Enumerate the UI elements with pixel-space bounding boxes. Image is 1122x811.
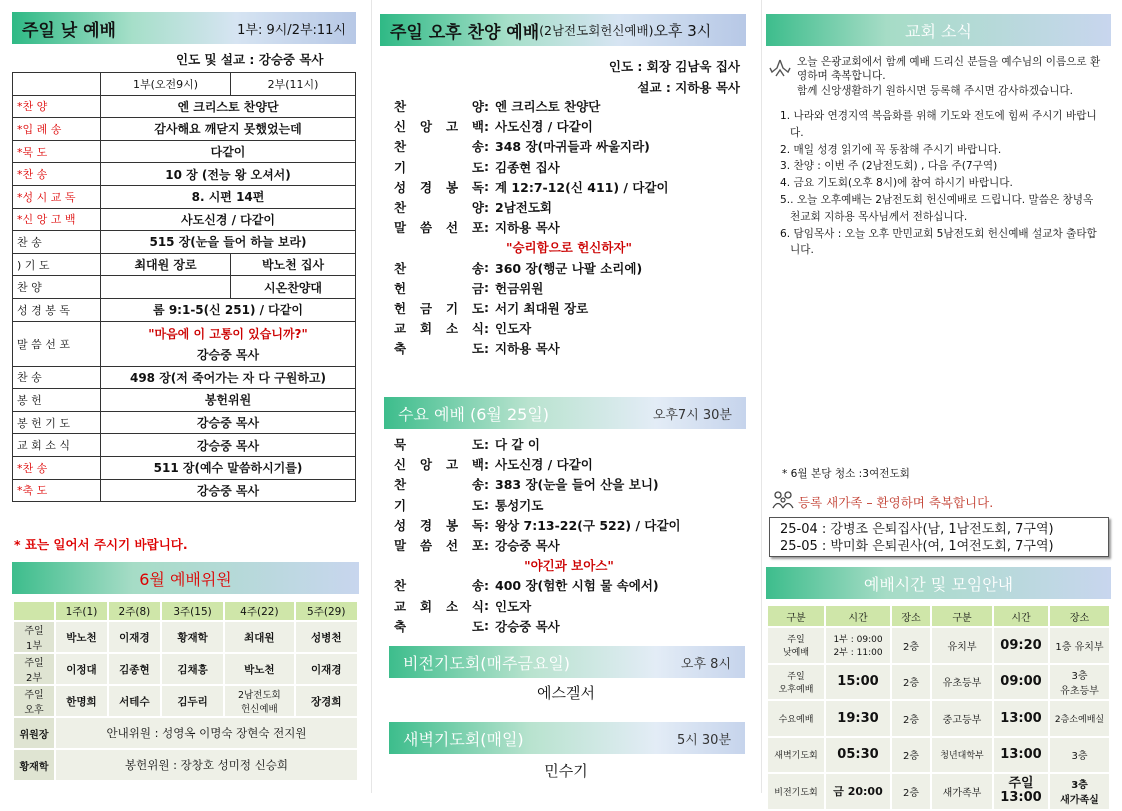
order-value: 사도신경 / 다같이	[495, 119, 593, 135]
colon: :	[484, 280, 489, 296]
row-value: 다같이	[101, 140, 356, 163]
roster-row	[13, 621, 358, 653]
order-label: 찬 양	[394, 200, 484, 216]
roster-cell: 2남전도회 헌신예배	[224, 685, 294, 717]
order-value: 다 같 이	[495, 437, 540, 453]
order-label: 찬 송	[394, 260, 484, 276]
col-1bu: 1부(오전9시)	[101, 73, 231, 96]
order-label: 찬 송	[394, 578, 484, 594]
afternoon-leader: 인도 : 회장 김남욱 집사	[608, 59, 740, 74]
afternoon-service-subtitle: (2남전도회헌신예배)	[539, 23, 654, 38]
order-label: 교 회 소 식	[394, 321, 484, 337]
roster-label: 황재학	[13, 749, 55, 781]
order-value: 2남전도회	[495, 200, 552, 216]
row-value: 강승중 목사	[101, 479, 356, 502]
schedule-cell: 2층	[891, 627, 931, 664]
news-list	[780, 108, 1100, 259]
cleaning-duty: * 6월 본당 청소 :3여전도회	[782, 468, 910, 480]
row-label: *신 앙 고 백	[13, 208, 101, 231]
table-row	[13, 298, 356, 321]
order-value: 사도신경 / 다같이	[495, 457, 593, 473]
order-value: 인도자	[495, 321, 532, 337]
schedule-head: 장소	[891, 605, 931, 627]
roster-row	[13, 685, 358, 717]
order-row	[394, 454, 744, 474]
schedule-header	[766, 567, 1111, 599]
vision-prayer-title: 비전기도회(매주금요일)	[403, 653, 571, 673]
colon: :	[484, 159, 489, 175]
order-row	[394, 535, 744, 555]
order-value: 지하용 목사	[495, 220, 560, 236]
news-item: 4. 금요 기도회(오후 8시)에 참여 하시기 바랍니다.	[780, 177, 1013, 190]
table-row	[13, 185, 356, 208]
schedule-head: 구분	[767, 605, 825, 627]
wednesday-time: 오후7시 30분	[652, 407, 732, 423]
order-value: 인도자	[495, 598, 532, 614]
guide-committee: 안내위원 : 성영옥 이명숙 장현숙 전지원	[55, 717, 358, 749]
afternoon-order	[394, 96, 744, 358]
row-value	[101, 321, 356, 366]
order-row	[394, 116, 744, 136]
schedule-cell: 2층	[891, 773, 931, 810]
row-label: *입 례 송	[13, 118, 101, 141]
colon: :	[484, 320, 489, 336]
col-2bu: 2부(11시)	[231, 73, 356, 96]
order-value: 360 장(행군 나팔 소리에)	[495, 260, 643, 276]
colon: :	[484, 598, 489, 614]
order-row	[394, 278, 744, 298]
colon: :	[484, 497, 489, 513]
roster-head: 3주(15)	[161, 601, 224, 621]
row-value: 엔 크리스토 찬양단	[101, 95, 356, 118]
schedule-row	[767, 664, 1110, 701]
praying-hands-icon	[768, 58, 792, 78]
row-label: *찬 양	[13, 95, 101, 118]
roster-cell: 박노천	[224, 653, 294, 685]
schedule-cell: 새가족부	[931, 773, 993, 810]
roster-cell: 이재경	[108, 621, 161, 653]
row-value: 8. 시편 14편	[101, 185, 356, 208]
order-label: 신 앙 고 백	[394, 119, 484, 135]
standing-note: * 표는 일어서 주시기 바랍니다.	[14, 537, 188, 552]
order-value: 김종현 집사	[495, 159, 560, 175]
table-row	[13, 479, 356, 502]
news-item: 3. 찬양 : 이번 주 (2남전도회) , 다음 주(7구역)	[780, 160, 998, 173]
sermon-text: "승리함으로 헌신하자"	[505, 240, 633, 256]
row-value: 사도신경 / 다같이	[101, 208, 356, 231]
afternoon-preacher: 설교 : 지하용 목사	[637, 80, 740, 95]
colon: :	[484, 118, 489, 134]
order-value: 지하용 목사	[495, 341, 560, 357]
schedule-cell: 주일 13:00	[993, 773, 1049, 810]
order-row	[394, 596, 744, 616]
morning-order-table	[12, 72, 356, 502]
order-label: 찬 송	[394, 139, 484, 155]
schedule-cell: 13:00	[993, 700, 1049, 737]
schedule-head: 시간	[993, 605, 1049, 627]
morning-service-title: 주일 낮 예배	[22, 20, 116, 41]
schedule-title: 예배시간 및 모임안내	[863, 574, 1014, 594]
order-row	[394, 258, 744, 278]
order-label: 축 도	[394, 618, 484, 634]
morning-service-header	[12, 12, 356, 44]
row-label: 봉 헌 기 도	[13, 411, 101, 434]
table-row	[13, 366, 356, 389]
colon: :	[484, 476, 489, 492]
offering-committee: 봉헌위원 : 장창호 성미정 신승희	[55, 749, 358, 781]
roster-label: 주일 2부	[13, 653, 55, 685]
order-row	[394, 197, 744, 217]
colon: :	[484, 517, 489, 533]
row-label: 찬 송	[13, 231, 101, 254]
roster-header	[12, 562, 359, 594]
order-value: 계 12:7-12(신 411) / 다같이	[495, 179, 669, 195]
table-row	[13, 276, 356, 299]
newcomer-title: 등록 새가족 – 환영하며 축복합니다.	[798, 495, 994, 510]
row-value-2bu: 박노천 집사	[231, 253, 356, 276]
dawn-prayer-header	[389, 722, 745, 754]
table-row	[13, 456, 356, 479]
row-value: 10 장 (전능 왕 오셔서)	[101, 163, 356, 186]
schedule-cell: 유치부	[931, 627, 993, 664]
order-label: 말 씀 선 포	[394, 538, 484, 554]
afternoon-service-time: 오후 3시	[653, 21, 712, 40]
row-label: 교 회 소 식	[13, 434, 101, 457]
sermon-title	[394, 237, 744, 257]
schedule-head: 장소	[1049, 605, 1110, 627]
afternoon-service-column	[372, 0, 760, 793]
schedule-cell: 2층	[891, 700, 931, 737]
vision-prayer-time: 오후 8시	[680, 656, 731, 672]
order-value: 왕상 7:13-22(구 522) / 다같이	[495, 517, 681, 533]
dawn-prayer-title: 새벽기도회(매일)	[403, 729, 524, 749]
news-item: 5.. 오늘 오후예배는 2남전도회 헌신예배로 드립니다. 말씀은 창녕옥천교회 지하용 목사님께서 전하십니다.	[780, 193, 1094, 223]
morning-service-times: 1부: 9시/2부:11시	[237, 22, 346, 38]
row-value-2bu: 시온찬양대	[231, 276, 356, 299]
schedule-head: 구분	[931, 605, 993, 627]
order-row	[394, 575, 744, 595]
newcomer-box	[769, 517, 1109, 557]
welcome-register-text: 함께 신앙생활하기 원하시면 등록해 주시면 감사하겠습니다.	[797, 85, 1074, 97]
order-row	[394, 616, 744, 636]
afternoon-service-header	[380, 14, 746, 46]
colon: :	[484, 179, 489, 195]
preacher: 강승중 목사	[196, 347, 260, 362]
schedule-row	[767, 627, 1110, 664]
roster-head: 2주(8)	[108, 601, 161, 621]
schedule-cell: 09:00	[993, 664, 1049, 701]
order-value: 통성기도	[495, 497, 544, 513]
colon: :	[484, 537, 489, 553]
order-row	[394, 217, 744, 237]
row-label: *묵 도	[13, 140, 101, 163]
schedule-cell: 1층 유치부	[1049, 627, 1110, 664]
schedule-cell: 3층 새가족실	[1049, 773, 1110, 810]
schedule-cell: 비전기도회	[767, 773, 825, 810]
order-label: 묵 도	[394, 437, 484, 453]
sermon-title	[394, 555, 744, 575]
roster-row	[13, 749, 358, 781]
newcomer-entry: 25-05 : 박미화 은퇴권사(여, 1여전도회, 7구역)	[780, 539, 1054, 554]
order-label: 기 도	[394, 159, 484, 175]
roster-label: 주일 1부	[13, 621, 55, 653]
table-row	[13, 321, 356, 366]
colon: :	[484, 98, 489, 114]
colon: :	[484, 436, 489, 452]
order-value: 400 장(험한 시험 물 속에서)	[495, 578, 659, 594]
row-value: 봉헌위원	[101, 389, 356, 412]
news-item: 2. 매일 성경 읽기에 꼭 동참해 주시기 바랍니다.	[780, 143, 1002, 156]
row-label: *성 시 교 독	[13, 185, 101, 208]
colon: :	[484, 138, 489, 154]
afternoon-service-title: 주일 오후 찬양 예배	[390, 22, 540, 43]
order-label: 축 도	[394, 341, 484, 357]
table-row	[13, 434, 356, 457]
family-icon	[772, 491, 794, 509]
morning-leader: 인도 및 설교 : 강승중 목사	[176, 52, 324, 67]
row-value: 498 장(저 죽어가는 자 다 구원하고)	[101, 366, 356, 389]
order-row	[394, 177, 744, 197]
wednesday-order	[394, 434, 744, 636]
news-item: 1. 나라와 연경지역 복음화를 위해 기도와 전도에 힘써 주시기 바랍니다.	[780, 110, 1097, 139]
colon: :	[484, 577, 489, 593]
row-value: 롬 9:1-5(신 251) / 다같이	[101, 298, 356, 321]
colon: :	[484, 456, 489, 472]
order-label: 헌 금	[394, 280, 484, 296]
order-row	[394, 157, 744, 177]
colon: :	[484, 300, 489, 316]
table-row	[13, 163, 356, 186]
schedule-cell: 13:00	[993, 737, 1049, 774]
roster-head	[13, 601, 55, 621]
order-label: 헌 금 기 도	[394, 300, 484, 316]
roster-cell: 황재학	[161, 621, 224, 653]
order-row	[394, 298, 744, 318]
row-label: *축 도	[13, 479, 101, 502]
roster-title: 6월 예배위원	[139, 569, 232, 589]
roster-cell: 성병천	[295, 621, 359, 653]
roster-head: 5주(29)	[295, 601, 359, 621]
schedule-cell: 09:20	[993, 627, 1049, 664]
vision-prayer-header	[389, 646, 745, 678]
order-value: 383 장(눈을 들어 산을 보니)	[495, 477, 659, 493]
schedule-head: 시간	[825, 605, 891, 627]
order-value: 강승중 목사	[495, 538, 560, 554]
row-label: 찬 양	[13, 276, 101, 299]
row-label: 봉 헌	[13, 389, 101, 412]
schedule-cell: 주일 낮예배	[767, 627, 825, 664]
order-row	[394, 136, 744, 156]
table-row	[13, 389, 356, 412]
roster-table	[12, 600, 359, 782]
colon: :	[484, 340, 489, 356]
row-value-1bu: 최대원 장로	[101, 253, 231, 276]
schedule-cell: 유초등부	[931, 664, 993, 701]
row-label: *찬 송	[13, 456, 101, 479]
schedule-cell: 중고등부	[931, 700, 993, 737]
roster-row	[13, 653, 358, 685]
schedule-row	[767, 700, 1110, 737]
schedule-cell: 05:30	[825, 737, 891, 774]
news-header	[766, 14, 1111, 46]
roster-row	[13, 717, 358, 749]
table-row	[13, 95, 356, 118]
roster-cell: 서테수	[108, 685, 161, 717]
order-label: 기 도	[394, 497, 484, 513]
news-item: 6. 담임목사 : 오늘 오후 만민교회 5남전도회 헌신예배 설교차 출타합니다.	[780, 227, 1097, 257]
schedule-cell: 2층소예배실	[1049, 700, 1110, 737]
colon: :	[484, 618, 489, 634]
order-label: 찬 송	[394, 477, 484, 493]
row-value: 감사해요 깨닫지 못했었는데	[101, 118, 356, 141]
table-row	[13, 118, 356, 141]
colon: :	[484, 199, 489, 215]
order-label: 말 씀 선 포	[394, 220, 484, 236]
sermon-text: "야긴과 보아스"	[524, 558, 614, 574]
colon: :	[484, 219, 489, 235]
schedule-cell: 새벽기도회	[767, 737, 825, 774]
news-title: 교회 소식	[905, 21, 972, 41]
order-row	[394, 515, 744, 535]
roster-label: 위원장	[13, 717, 55, 749]
dawn-prayer-time: 5시 30분	[676, 732, 731, 748]
table-row	[13, 208, 356, 231]
row-label: 말 씀 선 포	[13, 321, 101, 366]
roster-cell: 이재경	[295, 653, 359, 685]
order-label: 성 경 봉 독	[394, 517, 484, 533]
schedule-table	[766, 604, 1111, 811]
order-value: 강승중 목사	[495, 618, 560, 634]
order-row	[394, 96, 744, 116]
order-row	[394, 495, 744, 515]
roster-cell: 박노천	[55, 621, 108, 653]
row-label: ) 기 도	[13, 253, 101, 276]
schedule-cell: 금 20:00	[825, 773, 891, 810]
order-row	[394, 338, 744, 358]
colon: :	[484, 260, 489, 276]
roster-label: 주일 오후	[13, 685, 55, 717]
morning-service-column	[0, 0, 370, 793]
roster-cell: 김채흥	[161, 653, 224, 685]
row-label: 찬 송	[13, 366, 101, 389]
order-label: 성 경 봉 독	[394, 179, 484, 195]
roster-cell: 한명희	[55, 685, 108, 717]
roster-cell: 김두리	[161, 685, 224, 717]
schedule-cell: 주일 오후예배	[767, 664, 825, 701]
roster-head: 1주(1)	[55, 601, 108, 621]
row-value: 강승중 목사	[101, 434, 356, 457]
table-row	[13, 231, 356, 254]
order-row	[394, 434, 744, 454]
order-label: 찬 양	[394, 99, 484, 115]
row-value: 511 장(예수 말씀하시기를)	[101, 456, 356, 479]
wednesday-title: 수요 예배 (6월 25일)	[398, 404, 550, 424]
order-value: 헌금위원	[495, 280, 544, 296]
order-row	[394, 474, 744, 494]
roster-head: 4주(22)	[224, 601, 294, 621]
schedule-cell: 3층	[1049, 737, 1110, 774]
schedule-cell: 1부 : 09:00 2부 : 11:00	[825, 627, 891, 664]
table-row	[13, 140, 356, 163]
order-value: 엔 크리스토 찬양단	[495, 99, 601, 115]
schedule-cell: 2층	[891, 737, 931, 774]
row-value-1bu	[101, 276, 231, 299]
sermon-title: "마음에 이 고통이 있습니까?"	[148, 326, 308, 341]
table-row	[13, 411, 356, 434]
schedule-cell: 19:30	[825, 700, 891, 737]
order-label: 교 회 소 식	[394, 598, 484, 614]
order-value: 서기 최대원 장로	[495, 300, 589, 316]
row-value: 강승중 목사	[101, 411, 356, 434]
order-value: 348 장(마귀들과 싸울지라)	[495, 139, 650, 155]
schedule-cell: 2층	[891, 664, 931, 701]
roster-cell: 김종현	[108, 653, 161, 685]
row-label: 성 경 봉 독	[13, 298, 101, 321]
vision-prayer-book: 에스겔서	[537, 684, 595, 702]
schedule-cell: 수요예배	[767, 700, 825, 737]
newcomer-entry: 25-04 : 강병조 은퇴집사(남, 1남전도회, 7구역)	[780, 522, 1054, 537]
schedule-cell: 3층 유초등부	[1049, 664, 1110, 701]
row-value: 515 장(눈을 들어 하늘 보라)	[101, 231, 356, 254]
roster-cell: 이정대	[55, 653, 108, 685]
roster-cell: 장경희	[295, 685, 359, 717]
order-label: 신 앙 고 백	[394, 457, 484, 473]
schedule-row	[767, 737, 1110, 774]
schedule-row	[767, 773, 1110, 810]
table-row	[13, 253, 356, 276]
wednesday-header	[384, 397, 746, 429]
welcome-text: 오늘 은광교회에서 함께 예배 드리신 분들을 예수님의 이름으로 환영하며 축복합니다.	[797, 56, 1101, 82]
order-row	[394, 318, 744, 338]
roster-cell: 최대원	[224, 621, 294, 653]
schedule-cell: 15:00	[825, 664, 891, 701]
dawn-prayer-book: 민수기	[544, 762, 588, 780]
schedule-cell: 청년대학부	[931, 737, 993, 774]
row-label: *찬 송	[13, 163, 101, 186]
